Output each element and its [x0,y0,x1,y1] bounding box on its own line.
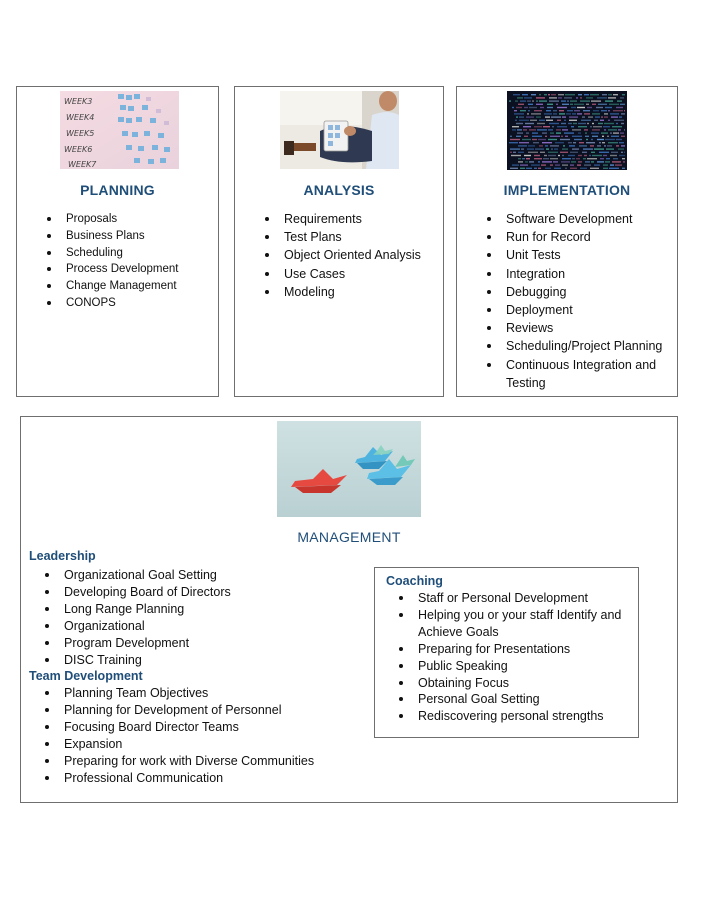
tablet-user-photo [280,91,399,169]
kanban-label: WEEK5 [66,129,95,138]
list-item: Continuous Integration and Testing [484,356,676,392]
list-item: Modeling [262,283,444,301]
list-item: Rediscovering personal strengths [396,708,632,725]
list-item: Scheduling/Project Planning [484,337,676,355]
list-item: Scheduling [44,245,219,262]
team-development-heading: Team Development [29,669,143,683]
list-item: Unit Tests [484,246,676,264]
implementation-card [456,86,678,397]
kanban-label: WEEK7 [68,160,97,169]
management-image [277,421,421,517]
planning-list [44,211,219,312]
leadership-heading: Leadership [29,549,96,563]
list-item: Business Plans [44,228,219,245]
list-item: Deployment [484,301,676,319]
list-item: Organizational [42,618,382,635]
list-item: Organizational Goal Setting [42,567,382,584]
list-item: Developing Board of Directors [42,584,382,601]
list-item: Public Speaking [396,658,632,675]
kanban-label: WEEK4 [66,113,95,122]
management-title: MANAGEMENT [297,529,401,545]
list-item: Test Plans [262,228,444,246]
kanban-label: WEEK3 [64,97,93,106]
planning-card [16,86,219,397]
leadership-list [42,567,382,668]
analysis-image [280,91,399,169]
list-item: Focusing Board Director Teams [42,719,382,736]
list-item: Use Cases [262,265,444,283]
implementation-image [507,91,627,170]
kanban-board-photo [60,91,179,169]
list-item: Expansion [42,736,382,753]
list-item: Debugging [484,283,676,301]
list-item: Reviews [484,319,676,337]
list-item: Integration [484,265,676,283]
coaching-list [396,590,632,725]
paper-boats-photo [277,421,421,517]
analysis-list [262,210,444,301]
list-item: Personal Goal Setting [396,691,632,708]
planning-image [60,91,179,169]
list-item: Software Development [484,210,676,228]
team-development-list [42,685,382,786]
list-item: DISC Training [42,652,382,669]
list-item: Professional Communication [42,770,382,787]
list-item: Planning Team Objectives [42,685,382,702]
list-item: Preparing for Presentations [396,641,632,658]
list-item: Process Development [44,261,219,278]
list-item: Requirements [262,210,444,228]
coaching-heading: Coaching [386,574,443,588]
management-card [20,416,678,803]
list-item: CONOPS [44,295,219,312]
kanban-label: WEEK6 [64,145,93,154]
list-item: Preparing for work with Diverse Communities [42,753,382,770]
list-item: Change Management [44,278,219,295]
list-item: Helping you or your staff Identify and Achieve Goals [396,607,632,641]
list-item: Obtaining Focus [396,675,632,692]
list-item: Run for Record [484,228,676,246]
planning-title: PLANNING [80,182,155,198]
list-item: Staff or Personal Development [396,590,632,607]
analysis-card [234,86,444,397]
implementation-list [484,210,676,392]
list-item: Object Oriented Analysis [262,246,444,264]
analysis-title: ANALYSIS [303,182,375,198]
list-item: Program Development [42,635,382,652]
list-item: Planning for Development of Personnel [42,702,382,719]
coaching-box [374,567,639,738]
implementation-title: IMPLEMENTATION [503,182,631,198]
code-screen-photo [507,91,627,170]
list-item: Proposals [44,211,219,228]
list-item: Long Range Planning [42,601,382,618]
